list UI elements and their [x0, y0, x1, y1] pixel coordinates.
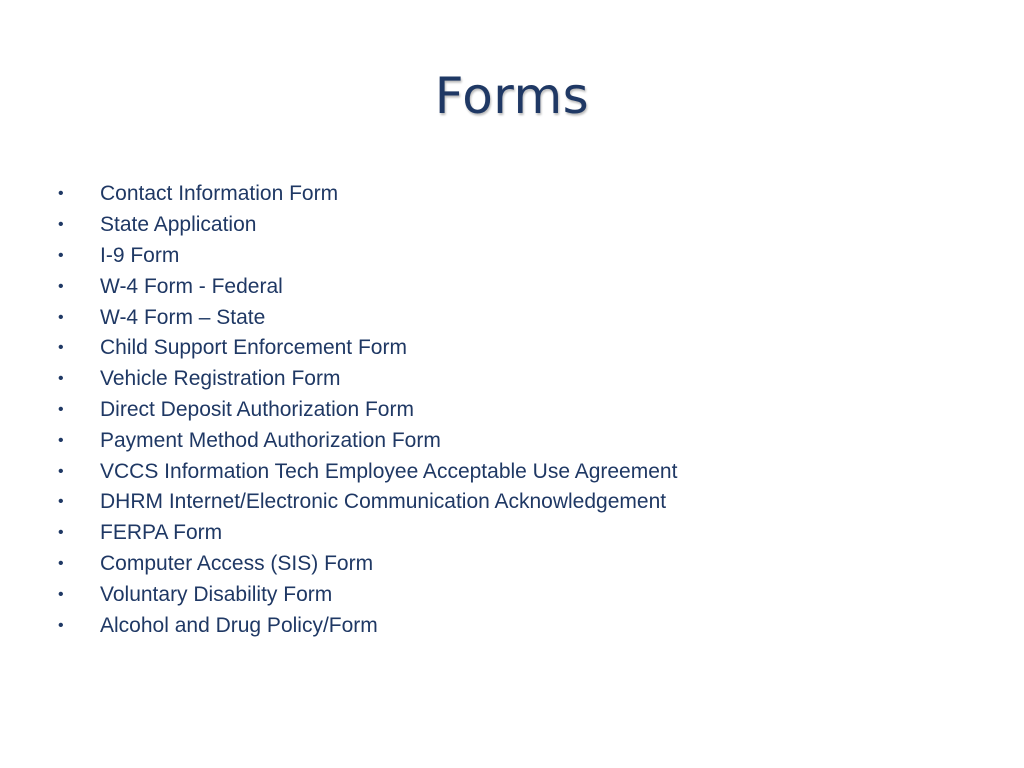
list-item-label: Child Support Enforcement Form [100, 336, 407, 360]
list-item [58, 241, 677, 272]
list-item [58, 549, 677, 580]
bullet-icon: • [58, 431, 64, 449]
list-item [58, 610, 677, 641]
bullet-icon: • [58, 308, 64, 326]
list-item-label: VCCS Information Tech Employee Acceptable Use Agreement [100, 459, 678, 483]
list-item [58, 518, 677, 549]
bullet-icon: • [58, 185, 64, 203]
bullet-icon: • [58, 370, 64, 388]
slide-title: Forms [434, 67, 590, 125]
list-item-label: Computer Access (SIS) Form [100, 551, 374, 575]
list-item-label: W-4 Form – State [100, 305, 266, 329]
list-item-label: DHRM Internet/Electronic Communication Acknowledgement [100, 490, 667, 514]
bullet-icon: • [58, 400, 64, 418]
list-item [58, 425, 677, 456]
list-item-label: FERPA Form [100, 521, 223, 545]
list-item-label: Voluntary Disability Form [100, 582, 333, 606]
bullet-icon: • [58, 493, 64, 511]
list-item-label: Payment Method Authorization Form [100, 428, 441, 452]
list-item-label: Vehicle Registration Form [100, 367, 341, 391]
forms-bullet-list [58, 179, 677, 641]
list-item [58, 333, 677, 364]
list-item [58, 302, 677, 333]
bullet-icon: • [58, 339, 64, 357]
list-item [58, 271, 677, 302]
bullet-icon: • [58, 277, 64, 295]
list-item [58, 579, 677, 610]
list-item [58, 179, 677, 210]
list-item [58, 456, 677, 487]
list-item [58, 210, 677, 241]
list-item [58, 487, 677, 518]
bullet-icon: • [58, 616, 64, 634]
list-item [58, 395, 677, 426]
list-item-label: Contact Information Form [100, 182, 339, 206]
list-item-label: Alcohol and Drug Policy/Form [100, 613, 378, 637]
list-item [58, 364, 677, 395]
bullet-icon: • [58, 246, 64, 264]
bullet-icon: • [58, 216, 64, 234]
bullet-icon: • [58, 585, 64, 603]
list-item-label: State Application [100, 213, 257, 237]
bullet-icon: • [58, 462, 64, 480]
list-item-label: I-9 Form [100, 243, 180, 267]
list-item-label: W-4 Form - Federal [100, 274, 283, 298]
bullet-icon: • [58, 524, 64, 542]
bullet-icon: • [58, 554, 64, 572]
list-item-label: Direct Deposit Authorization Form [100, 397, 414, 421]
